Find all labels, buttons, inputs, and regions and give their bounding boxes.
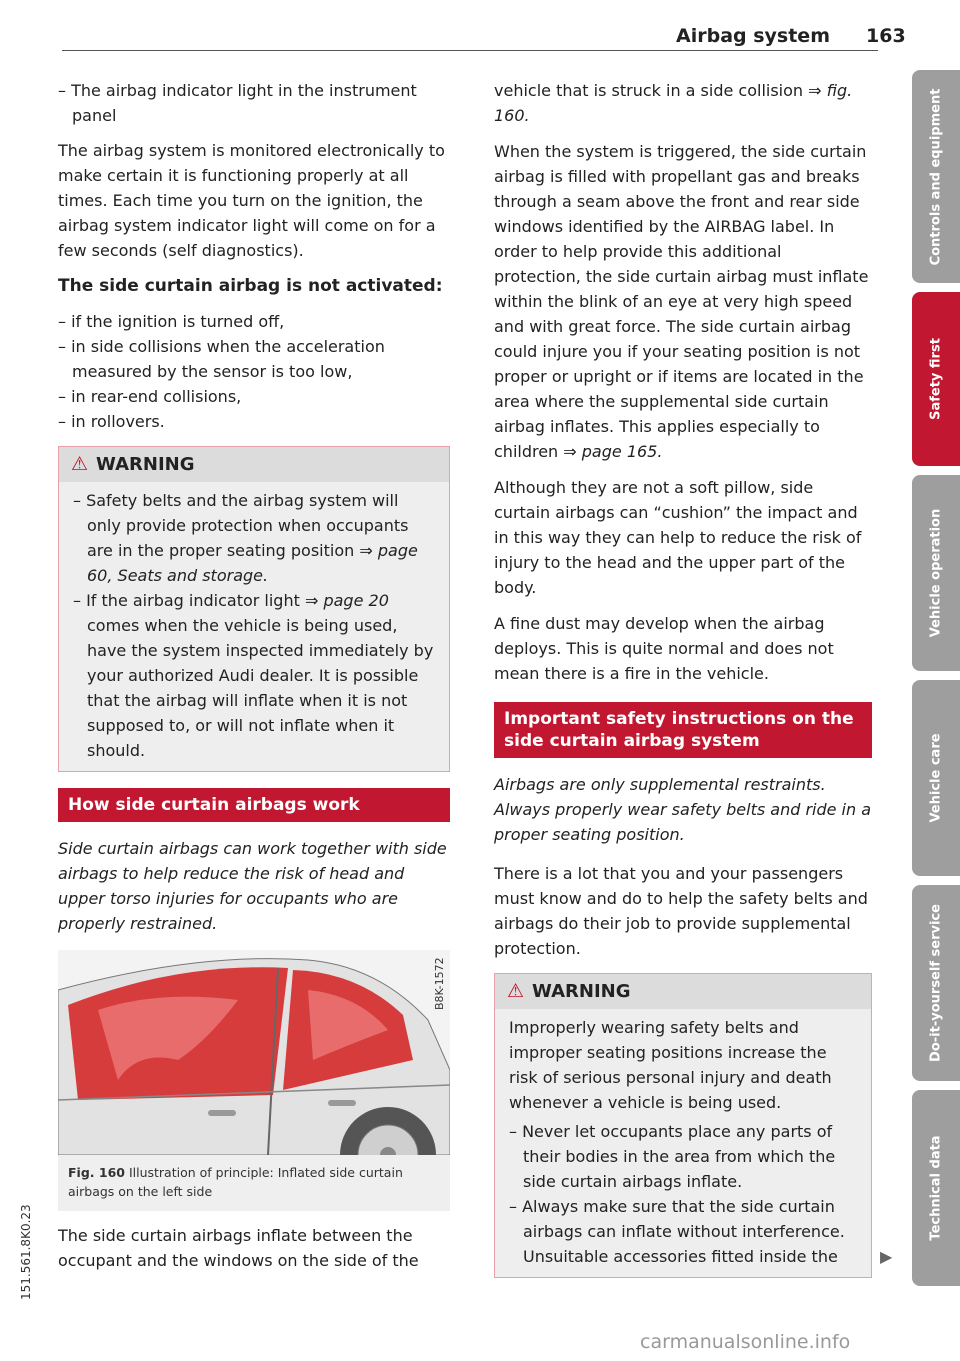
figure bbox=[58, 950, 450, 1211]
warning-triangle-icon: ⚠ bbox=[71, 453, 89, 475]
watermark: carmanualsonline.info bbox=[640, 1331, 851, 1353]
tab-label: Technical data bbox=[928, 1135, 944, 1241]
warning-item bbox=[73, 488, 435, 588]
section-intro: Side curtain airbags can work together with side airbags to help reduce the risk of head and upper torso injuries for occupants who are properly restrained. bbox=[58, 839, 447, 933]
left-column bbox=[58, 78, 450, 1284]
section-heading: How side curtain airbags work bbox=[58, 788, 450, 822]
not-activated-item: – in side collisions when the acceleration measured by the sensor is too low, bbox=[58, 337, 385, 381]
tab-controls-and-equipment[interactable] bbox=[912, 70, 960, 283]
figure-code: B8K-1572 bbox=[433, 957, 446, 1010]
right-column bbox=[494, 78, 872, 1292]
trigger-paragraph bbox=[494, 139, 872, 464]
cushion-paragraph: Although they are not a soft pillow, side curtain airbags can “cushion” the impact and in this way they can help to reduce the risk of injury to the head and the upper part of the body. bbox=[494, 478, 862, 597]
warning-title: WARNING bbox=[96, 454, 195, 475]
tab-technical-data[interactable] bbox=[912, 1090, 960, 1286]
warning-text: Improperly wearing safety belts and improper seating positions increase the risk of serious personal injury and death whenever a vehicle is being used. bbox=[509, 1018, 832, 1112]
figure-caption-text: Illustration of principle: Inflated side curtain airbags on the left side bbox=[68, 1165, 403, 1199]
section-intro: Airbags are only supplemental restraints. Always properly wear safety belts and ride in a proper seating position. bbox=[494, 775, 872, 844]
section-heading: Important safety instructions on the side curtain airbag system bbox=[494, 702, 872, 758]
tab-label: Do-it-yourself service bbox=[928, 904, 944, 1062]
header-rule bbox=[62, 50, 878, 51]
warning-header bbox=[495, 974, 871, 1009]
figure-caption bbox=[58, 1163, 450, 1201]
warning-item: – Always make sure that the side curtain airbags can inflate without interference. Unsuitable accessories fitted inside the bbox=[509, 1197, 845, 1266]
closing-paragraph: The side curtain airbags inflate between the occupant and the windows on the side of the bbox=[58, 1226, 419, 1270]
document-code: 151.561.8K0.23 bbox=[19, 1204, 33, 1300]
page-number: 163 bbox=[866, 25, 906, 47]
monitoring-paragraph: The airbag system is monitored electronically to make certain it is functioning properly at all times. Each time you turn on the ignition, the airbag system indicator light will come on for a few seconds (self diagnostics). bbox=[58, 141, 445, 260]
running-header-title: Airbag system bbox=[676, 25, 830, 47]
not-activated-item: – in rear-end collisions, bbox=[58, 387, 242, 406]
not-activated-item: – in rollovers. bbox=[58, 412, 165, 431]
figure-label: Fig. 160 bbox=[68, 1165, 125, 1180]
passengers-paragraph: There is a lot that you and your passengers must know and do to help the safety belts and airbags do their job to provide supplemental protection. bbox=[494, 864, 868, 958]
continue-arrow-icon: ▶ bbox=[880, 1247, 893, 1266]
warning-item: – Never let occupants place any parts of their bodies in the area from which the side curtain airbags inflate. bbox=[509, 1122, 836, 1191]
not-activated-item: – if the ignition is turned off, bbox=[58, 312, 285, 331]
warning-item-text: – Safety belts and the airbag system will only provide protection when occupants are in the proper seating position bbox=[73, 491, 409, 560]
warning-triangle-icon: ⚠ bbox=[507, 980, 525, 1002]
warning-box bbox=[58, 446, 450, 772]
warning-item-text: – If the airbag indicator light bbox=[73, 591, 305, 610]
paragraph-text: When the system is triggered, the side curtain airbag is filled with propellant gas and breaks through a seam above the front and rear side windows identified by the AIRBAG label. In order to help provide this additional protection, the side curtain airbag must inflate within the blink of an eye at very high speed and with great force. The side curtain airbag could injure you if your seating position is not proper or upright or if items are located in the area where the supplemental side curtain airbag inflates. This applies especially to children bbox=[494, 142, 869, 461]
tab-vehicle-care[interactable] bbox=[912, 680, 960, 876]
page-reference-link[interactable]: ⇒ page 20 bbox=[304, 591, 389, 610]
continued-paragraph bbox=[494, 78, 872, 128]
not-activated-heading: The side curtain airbag is not activated: bbox=[58, 276, 443, 296]
tab-label: Safety first bbox=[928, 338, 944, 420]
warning-item-text: comes when the vehicle is being used, have the system inspected immediately by your authorized Audi dealer. It is possible that the airbag will inflate when it is not supposed to, or will not inflate when it should. bbox=[87, 616, 434, 760]
tab-safety-first[interactable] bbox=[912, 292, 960, 466]
tab-label: Vehicle care bbox=[928, 733, 944, 823]
tab-label: Controls and equipment bbox=[928, 88, 944, 265]
page-reference-link[interactable]: ⇒ page 165. bbox=[563, 442, 663, 461]
page-reference-link[interactable]: ⇒ page 60, Seats and storage. bbox=[87, 541, 418, 585]
warning-title: WARNING bbox=[532, 981, 631, 1002]
car-airbag-illustration bbox=[58, 950, 450, 1155]
paragraph-text: vehicle that is struck in a side collision bbox=[494, 81, 809, 100]
warning-header bbox=[59, 447, 449, 482]
warning-item bbox=[73, 588, 435, 763]
tab-vehicle-operation[interactable] bbox=[912, 475, 960, 671]
warning-box bbox=[494, 973, 872, 1278]
indicator-light-item: – The airbag indicator light in the instrument panel bbox=[58, 81, 417, 125]
tab-do-it-yourself-service[interactable] bbox=[912, 885, 960, 1081]
tab-label: Vehicle operation bbox=[928, 508, 944, 638]
dust-paragraph: A fine dust may develop when the airbag deploys. This is quite normal and does not mean there is a fire in the vehicle. bbox=[494, 614, 834, 683]
figure-reference-link[interactable]: ⇒ fig. 160. bbox=[494, 81, 853, 125]
section-tabs bbox=[912, 70, 960, 1295]
